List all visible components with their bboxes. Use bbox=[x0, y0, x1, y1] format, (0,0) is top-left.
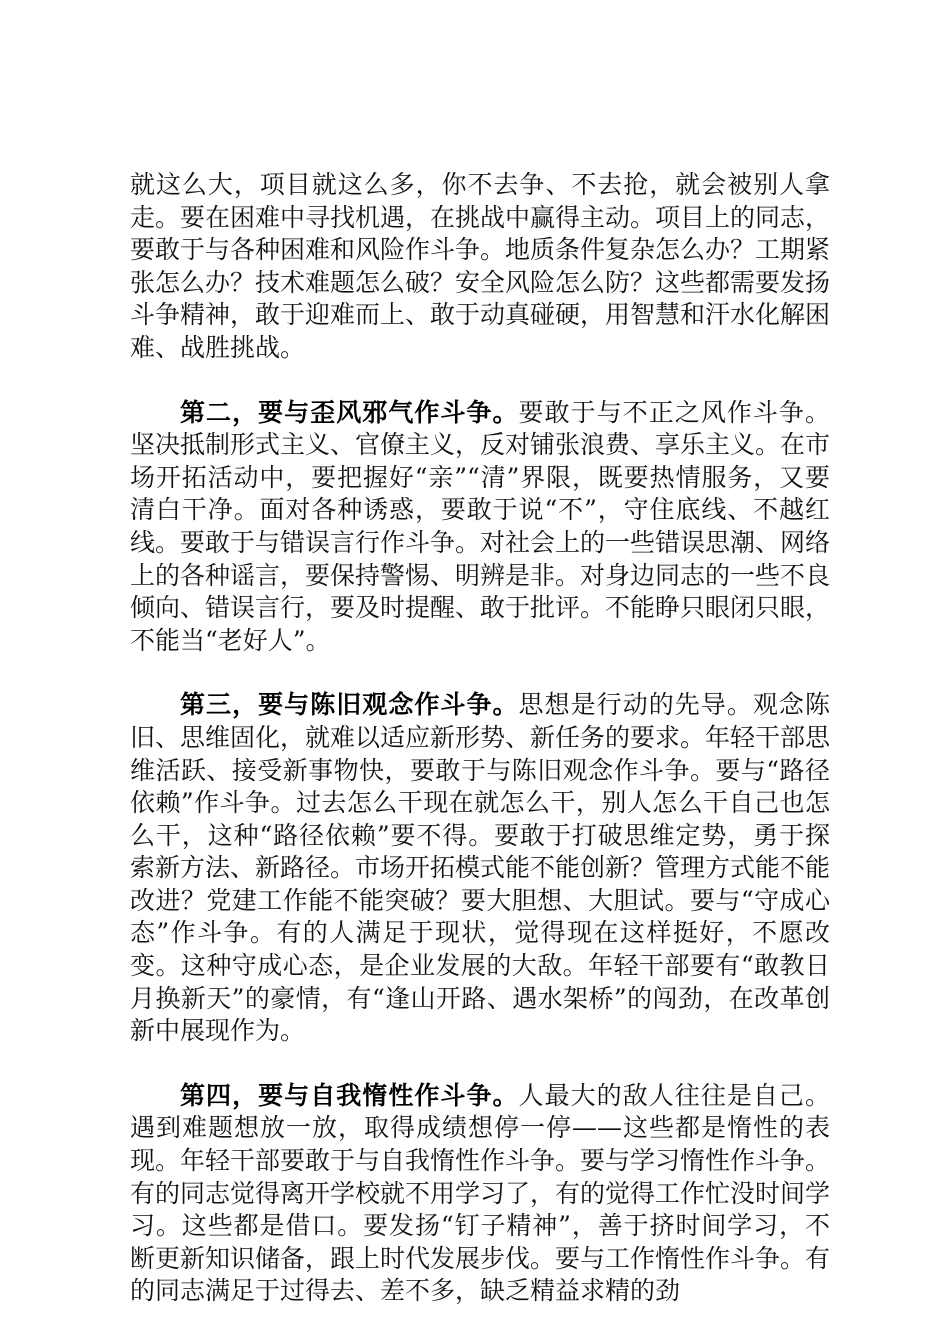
paragraph-third-point bbox=[130, 689, 830, 1048]
paragraph-text: 要敢于与不正之风作斗争。坚决抵制形式主义、官僚主义，反对铺张浪费、享乐主义。在市场开拓活动中，要把握好“亲”“清”界限，既要热情服务，又要清白干净。面对各种诱惑，要敢于说“不”，守住底线、不越红线。要敢于与错误言行作斗争。对社会上的一些错误思潮、网络上的各种谣言，要保持警惕、明辨是非。对身边同志的一些不良倾向、错误言行，要及时提醒、敢于批评。不能睁只眼闭只眼，不能当“老好人”。 bbox=[130, 397, 831, 655]
paragraph-text: 就这么大，项目就这么多，你不去争、不去抢，就会被别人拿走。要在困难中寻找机遇，在挑战中赢得主动。项目上的同志，要敢于与各种困难和风险作斗争。地质条件复杂怎么办？工期紧张怎么办？技术难题怎么破？安全风险怎么防？这些都需要发扬斗争精神，敢于迎难而上、敢于动真碰硬，用智慧和汗水化解困难、战胜挑战。 bbox=[130, 170, 831, 362]
paragraph-continuation bbox=[130, 169, 830, 365]
paragraph-second-point bbox=[130, 397, 830, 658]
paragraph-heading: 第三，要与陈旧观念作斗争。 bbox=[180, 690, 519, 720]
paragraph-fourth-point bbox=[130, 1080, 830, 1308]
paragraph-heading: 第四，要与自我惰性作斗争。 bbox=[180, 1080, 519, 1110]
paragraph-text: 思想是行动的先导。观念陈旧、思维固化，就难以适应新形势、新任务的要求。年轻干部思维活跃、接受新事物快，要敢于与陈旧观念作斗争。要与“路径依赖”作斗争。过去怎么干现在就怎么干，别人怎么干自己也怎么干，这种“路径依赖”要不得。要敢于打破思维定势，勇于探索新方法、新路径。市场开拓模式能不能创新？管理方式能不能改进？党建工作能不能突破？要大胆想、大胆试。要与“守成心态”作斗争。有的人满足于现状，觉得现在这样挺好，不愿改变。这种守成心态，是企业发展的大敌。年轻干部要有“敢教日月换新天”的豪情，有“逢山开路、遇水架桥”的闯劲，在改革创新中展现作为。 bbox=[130, 690, 831, 1046]
document-body bbox=[130, 169, 830, 1340]
paragraph-heading: 第二，要与歪风邪气作斗争。 bbox=[180, 397, 519, 427]
paragraph-text: 人最大的敌人往往是自己。遇到难题想放一放，取得成绩想停一停——这些都是惰性的表现。年轻干部要敢于与自我惰性作斗争。要与学习惰性作斗争。有的同志觉得离开学校就不用学习了，有的觉得工作忙没时间学习。这些都是借口。要发扬“钉子精神”，善于挤时间学习，不断更新知识储备，跟上时代发展步伐。要与工作惰性作斗争。有的同志满足于过得去、差不多，缺乏精益求精的劲 bbox=[130, 1080, 831, 1306]
